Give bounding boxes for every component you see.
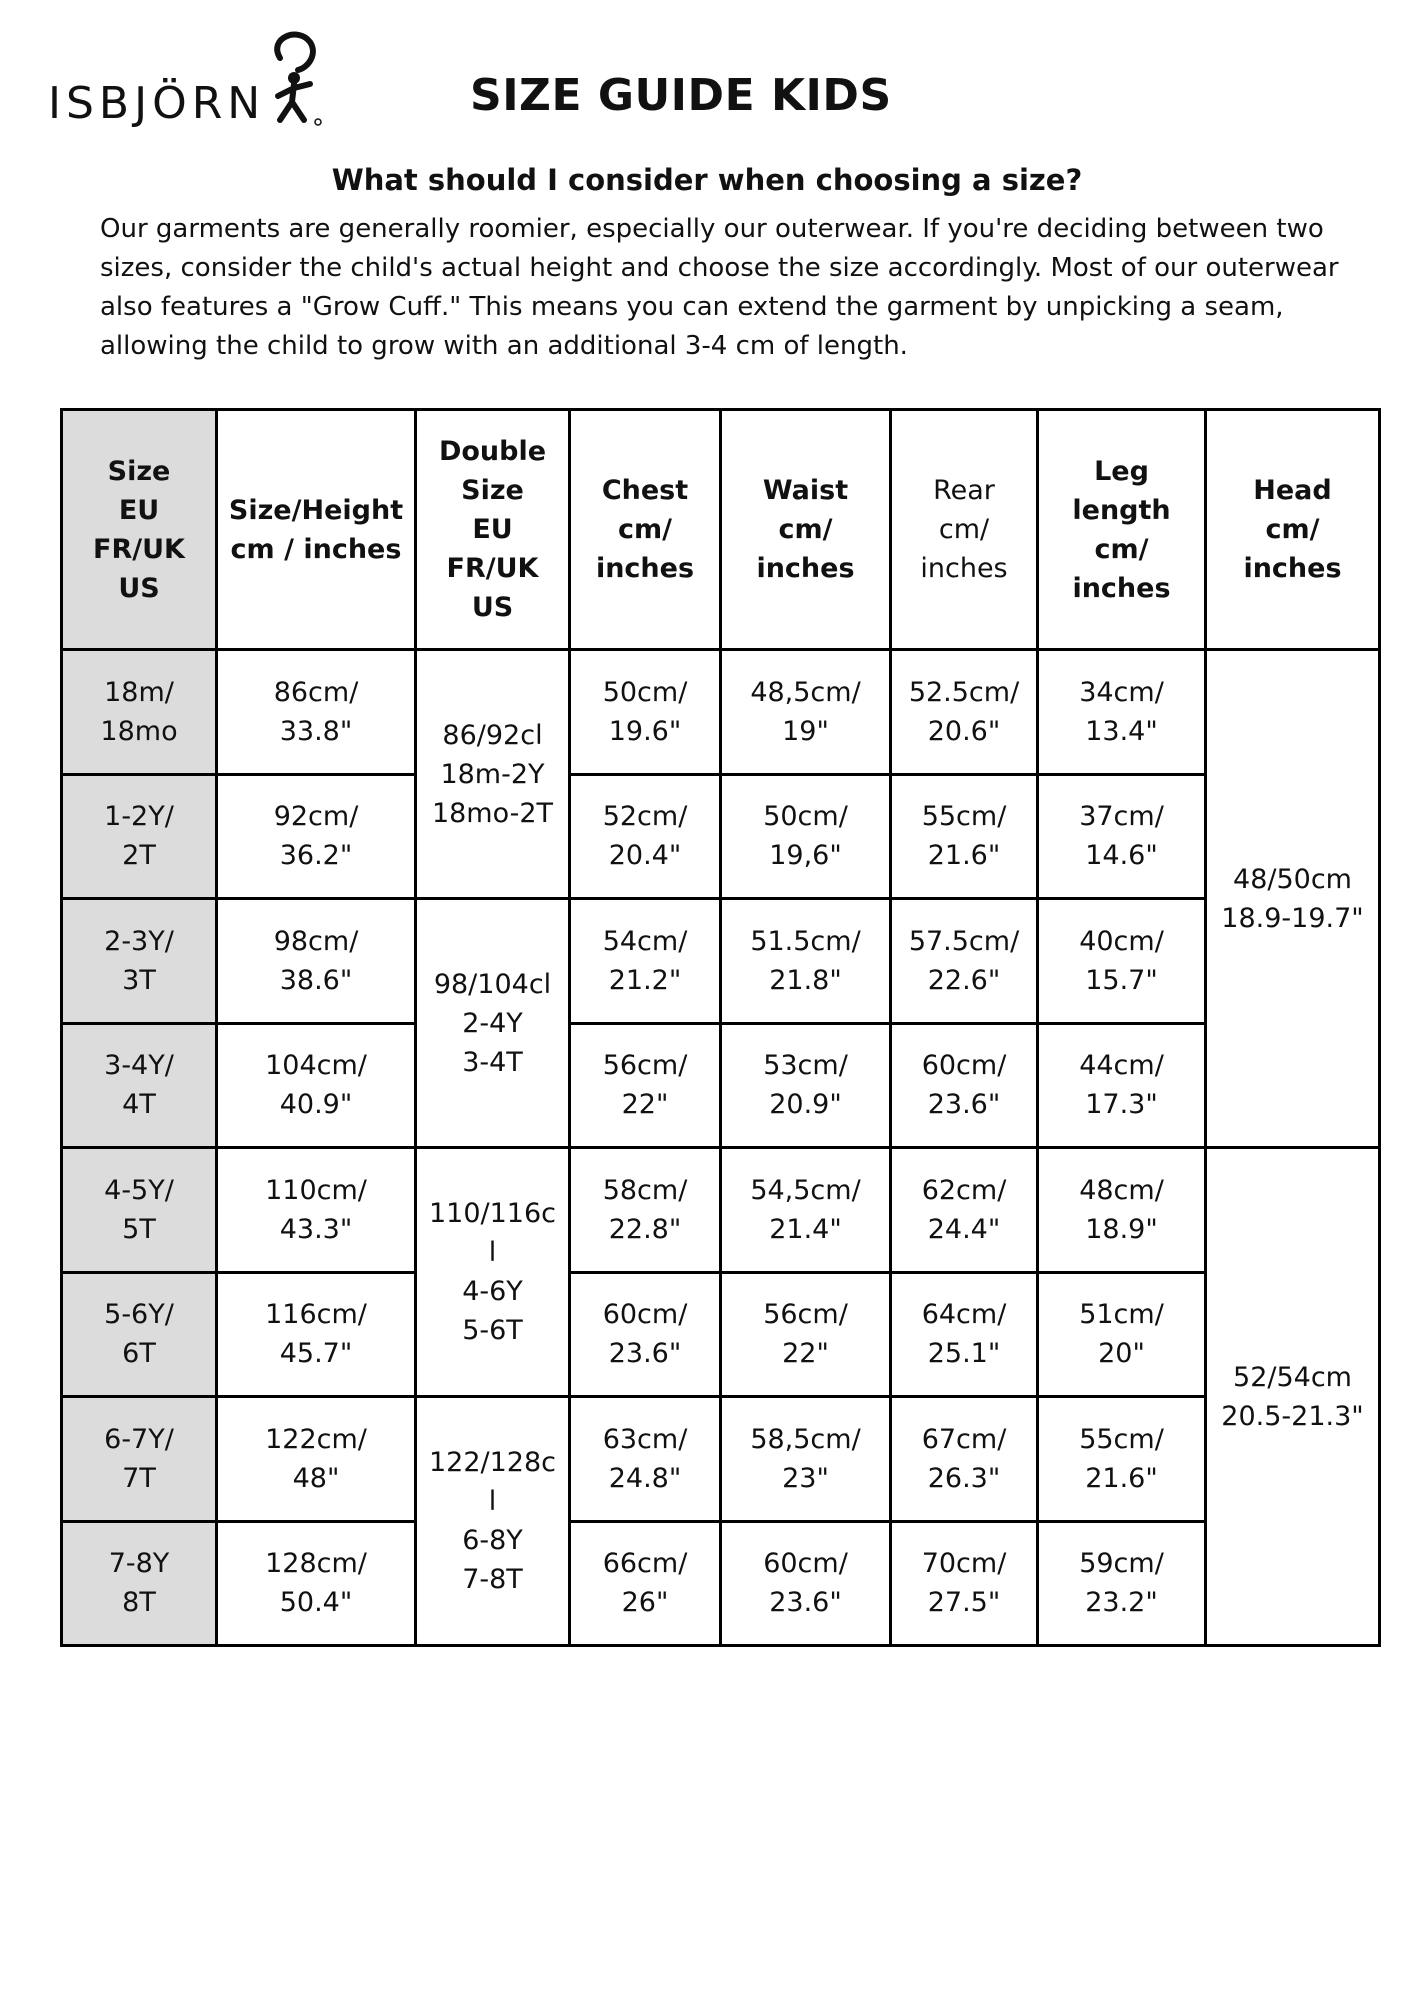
double-size-cell: 122/128c l 6-8Y 7-8T xyxy=(416,1397,570,1646)
leg-cell: 37cm/ 14.6" xyxy=(1038,774,1206,899)
rear-cell: 55cm/ 21.6" xyxy=(891,774,1038,899)
table-row xyxy=(62,1148,1380,1273)
rear-cell: 62cm/ 24.4" xyxy=(891,1148,1038,1273)
height-cell: 92cm/ 36.2" xyxy=(217,774,416,899)
chest-cell: 56cm/ 22" xyxy=(570,1023,721,1148)
chest-cell: 52cm/ 20.4" xyxy=(570,774,721,899)
height-cell: 128cm/ 50.4" xyxy=(217,1521,416,1646)
size-cell: 1-2Y/ 2T xyxy=(62,774,217,899)
table-row xyxy=(62,899,1380,1024)
chest-cell: 54cm/ 21.2" xyxy=(570,899,721,1024)
climber-figure-icon xyxy=(258,28,328,133)
waist-cell: 56cm/ 22" xyxy=(721,1272,891,1397)
table-row xyxy=(62,1521,1380,1646)
rear-cell: 60cm/ 23.6" xyxy=(891,1023,1038,1148)
rear-cell: 52.5cm/ 20.6" xyxy=(891,650,1038,775)
leg-cell: 34cm/ 13.4" xyxy=(1038,650,1206,775)
head-cell: 52/54cm 20.5-21.3" xyxy=(1206,1148,1380,1646)
leg-cell: 59cm/ 23.2" xyxy=(1038,1521,1206,1646)
waist-cell: 51.5cm/ 21.8" xyxy=(721,899,891,1024)
double-size-cell: 98/104cl 2-4Y 3-4T xyxy=(416,899,570,1148)
head-cell: 48/50cm 18.9-19.7" xyxy=(1206,650,1380,1148)
rear-cell: 64cm/ 25.1" xyxy=(891,1272,1038,1397)
waist-cell: 53cm/ 20.9" xyxy=(721,1023,891,1148)
brand-logo-text: ISBJÖRN xyxy=(48,78,266,129)
size-cell: 4-5Y/ 5T xyxy=(62,1148,217,1273)
rear-cell: 70cm/ 27.5" xyxy=(891,1521,1038,1646)
table-row xyxy=(62,1023,1380,1148)
height-cell: 110cm/ 43.3" xyxy=(217,1148,416,1273)
chest-cell: 58cm/ 22.8" xyxy=(570,1148,721,1273)
leg-cell: 55cm/ 21.6" xyxy=(1038,1397,1206,1522)
table-header-row xyxy=(62,410,1380,650)
header-chest: Chest cm/ inches xyxy=(570,410,721,650)
size-cell: 18m/ 18mo xyxy=(62,650,217,775)
leg-cell: 40cm/ 15.7" xyxy=(1038,899,1206,1024)
leg-cell: 44cm/ 17.3" xyxy=(1038,1023,1206,1148)
header-double-size: Double Size EU FR/UK US xyxy=(416,410,570,650)
leg-cell: 51cm/ 20" xyxy=(1038,1272,1206,1397)
table-row xyxy=(62,1272,1380,1397)
leg-cell: 48cm/ 18.9" xyxy=(1038,1148,1206,1273)
table-row xyxy=(62,1397,1380,1522)
header-height: Size/Height cm / inches xyxy=(217,410,416,650)
size-cell: 7-8Y 8T xyxy=(62,1521,217,1646)
header-rear: Rear cm/ inches xyxy=(891,410,1038,650)
rear-cell: 57.5cm/ 22.6" xyxy=(891,899,1038,1024)
height-cell: 122cm/ 48" xyxy=(217,1397,416,1522)
height-cell: 104cm/ 40.9" xyxy=(217,1023,416,1148)
table-row xyxy=(62,650,1380,775)
waist-cell: 60cm/ 23.6" xyxy=(721,1521,891,1646)
table-row xyxy=(62,774,1380,899)
chest-cell: 50cm/ 19.6" xyxy=(570,650,721,775)
size-table xyxy=(60,408,1381,1647)
waist-cell: 58,5cm/ 23" xyxy=(721,1397,891,1522)
header-waist: Waist cm/ inches xyxy=(721,410,891,650)
brand-logo xyxy=(48,28,328,133)
waist-cell: 50cm/ 19,6" xyxy=(721,774,891,899)
page-title: SIZE GUIDE KIDS xyxy=(470,70,892,121)
intro-paragraph: Our garments are generally roomier, especially our outerwear. If you're deciding between two sizes, consider the child's actual height and choose the size accordingly. Most of our outerwear also features a "Grow Cuff." This means you can extend the garment by unpicking a seam, allowing the child to grow with an additional 3-4 cm of length. xyxy=(100,214,1339,361)
rear-cell: 67cm/ 26.3" xyxy=(891,1397,1038,1522)
chest-cell: 66cm/ 26" xyxy=(570,1521,721,1646)
chest-cell: 60cm/ 23.6" xyxy=(570,1272,721,1397)
double-size-cell: 110/116c l 4-6Y 5-6T xyxy=(416,1148,570,1397)
height-cell: 98cm/ 38.6" xyxy=(217,899,416,1024)
subheading: What should I consider when choosing a size? xyxy=(331,163,1083,197)
header-head: Head cm/ inches xyxy=(1206,410,1380,650)
chest-cell: 63cm/ 24.8" xyxy=(570,1397,721,1522)
size-cell: 6-7Y/ 7T xyxy=(62,1397,217,1522)
double-size-cell: 86/92cl 18m-2Y 18mo-2T xyxy=(416,650,570,899)
waist-cell: 48,5cm/ 19" xyxy=(721,650,891,775)
size-cell: 2-3Y/ 3T xyxy=(62,899,217,1024)
header-size: Size EU FR/UK US xyxy=(62,410,217,650)
height-cell: 116cm/ 45.7" xyxy=(217,1272,416,1397)
waist-cell: 54,5cm/ 21.4" xyxy=(721,1148,891,1273)
size-cell: 5-6Y/ 6T xyxy=(62,1272,217,1397)
height-cell: 86cm/ 33.8" xyxy=(217,650,416,775)
header-leg-length: Leg length cm/ inches xyxy=(1038,410,1206,650)
size-cell: 3-4Y/ 4T xyxy=(62,1023,217,1148)
